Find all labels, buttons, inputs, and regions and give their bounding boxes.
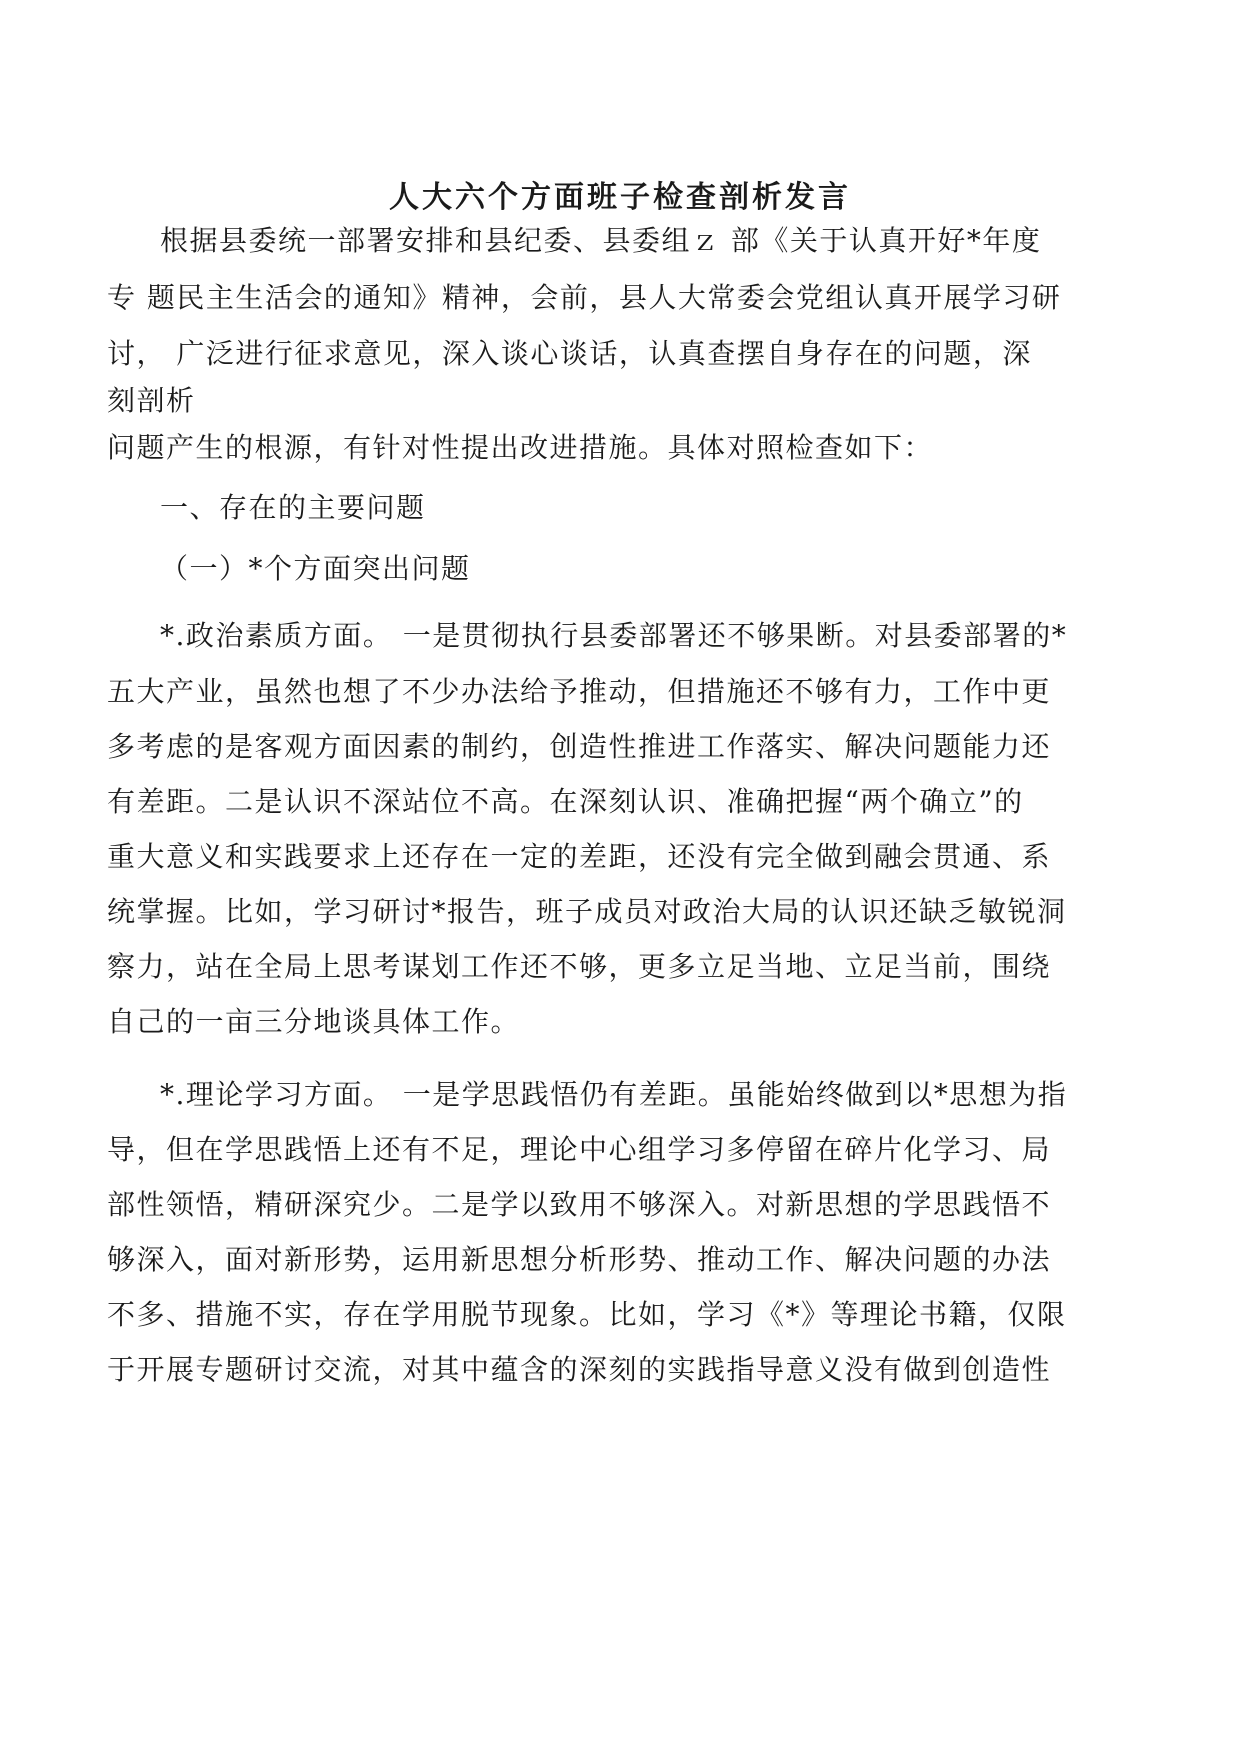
political-line-7: 察力，站在全局上思考谋划工作还不够，更多立足当地、立足当前，围绕	[107, 950, 1052, 983]
theory-line-1: *.理论学习方面。 一是学思践悟仍有差距。虽能始终做到以*思想为指	[160, 1078, 1068, 1111]
theory-line-3: 部性领悟，精研深究少。二是学以致用不够深入。对新思想的学思践悟不	[107, 1188, 1052, 1221]
section-heading: 一、存在的主要问题	[160, 491, 426, 524]
document-title: 人大六个方面班子检查剖析发言	[389, 180, 851, 215]
political-line-2: 五大产业，虽然也想了不少办法给予推动，但措施还不够有力，工作中更	[107, 675, 1052, 708]
theory-line-5: 不多、措施不实，存在学用脱节现象。比如，学习《*》等理论书籍，仅限	[107, 1298, 1067, 1331]
intro-line-5: 问题产生的根源，有针对性提出改进措施。具体对照检查如下：	[107, 431, 934, 464]
theory-line-6: 于开展专题研讨交流，对其中蕴含的深刻的实践指导意义没有做到创造性	[107, 1353, 1052, 1386]
subsection-heading: （一）*个方面突出问题	[160, 552, 471, 585]
intro-line-3: 讨， 广泛进行征求意见，深入谈心谈话，认真查摆自身存在的问题，深	[107, 337, 1032, 370]
political-line-8: 自己的一亩三分地谈具体工作。	[107, 1005, 521, 1038]
political-line-4: 有差距。二是认识不深站位不高。在深刻认识、准确把握“两个确立”的	[107, 785, 1024, 818]
political-line-5: 重大意义和实践要求上还存在一定的差距，还没有完全做到融会贯通、系	[107, 840, 1052, 873]
political-line-6: 统掌握。比如，学习研讨*报告，班子成员对政治大局的认识还缺乏敏锐洞	[107, 895, 1067, 928]
theory-line-2: 导，但在学思践悟上还有不足，理论中心组学习多停留在碎片化学习、局	[107, 1133, 1052, 1166]
political-line-1: *.政治素质方面。 一是贯彻执行县委部署还不够果断。对县委部署的*	[160, 619, 1068, 652]
theory-line-4: 够深入，面对新形势，运用新思想分析形势、推动工作、解决问题的办法	[107, 1243, 1052, 1276]
intro-line-4: 刻剖析	[107, 384, 196, 417]
political-line-3: 多考虑的是客观方面因素的制约，创造性推进工作落实、解决问题能力还	[107, 730, 1052, 763]
intro-line-2: 专 题民主生活会的通知》精神，会前，县人大常委会党组认真开展学习研	[107, 281, 1062, 314]
intro-line-1: 根据县委统一部署安排和县纪委、县委组ｚ 部《关于认真开好*年度	[160, 224, 1042, 257]
